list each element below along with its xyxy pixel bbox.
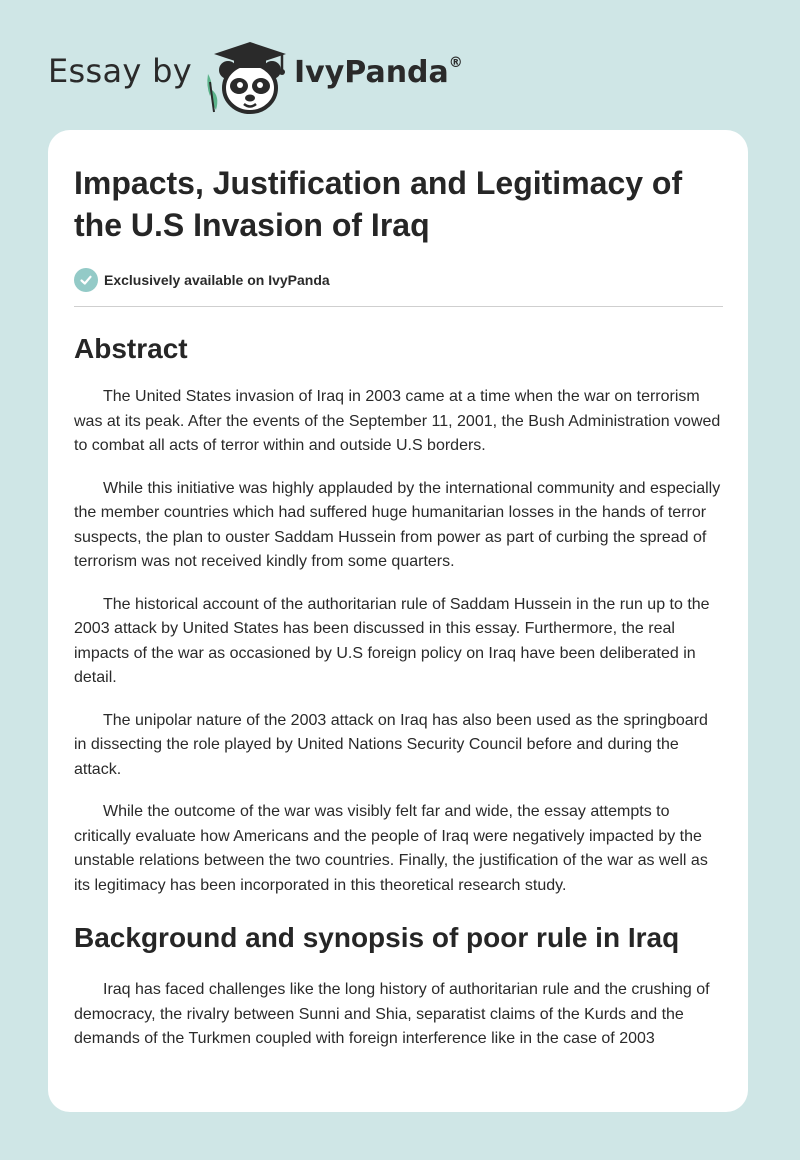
essay-card: [48, 130, 748, 1112]
exclusive-badge: [74, 266, 723, 294]
paragraph: The unipolar nature of the 2003 attack on Iraq has also been used as the springboard in dissecting the role played by United Nations Security Council before and during the attack.: [74, 711, 708, 778]
essay-content: [74, 162, 723, 1052]
essay-title: Impacts, Justification and Legitimacy of the U.S Invasion of Iraq: [74, 165, 683, 243]
check-icon: [74, 268, 98, 292]
registered-mark: ®: [448, 55, 463, 71]
panda-logo-icon[interactable]: [200, 32, 292, 118]
brand-name-text: IvyPanda: [294, 55, 449, 90]
section-heading: Background and synopsis of poor rule in Iraq: [74, 922, 680, 953]
paragraph: Iraq has faced challenges like the long history of authoritarian rule and the crushing of democracy, the rivalry between Sunni and Shia, separatist claims of the Kurds and the demands of the Turkmen coupled with foreign interference like in the case of 2003: [74, 981, 710, 1047]
paragraph: While the outcome of the war was visibly felt far and wide, the essay attempts to critically evaluate how Americans and the people of Iraq were negatively impacted by the unstable relations between the two countries. Finally, the justification of the war as well as its legitimacy has been incorporated in this theoretical research study.: [74, 803, 708, 894]
section-heading: Abstract: [74, 333, 188, 364]
essay-by-label: Essay by: [48, 52, 192, 90]
site-header: [48, 28, 748, 118]
paragraph: The United States invasion of Iraq in 2003 came at a time when the war on terrorism was at its peak. After the events of the September 11, 2001, the Bush Administration vowed to combat all acts of terror within and outside U.S borders.: [74, 388, 721, 454]
exclusive-label: Exclusively available on IvyPanda: [104, 272, 330, 288]
brand-name[interactable]: [294, 55, 463, 90]
paragraph: The historical account of the authoritarian rule of Saddam Hussein in the run up to the 2003 attack by United States has been discussed in this essay. Furthermore, the real impacts of the war as occasioned by U.S foreign policy on Iraq have been deliberated in detail.: [74, 595, 710, 686]
paragraph: While this initiative was highly applauded by the international community and especially the member countries which had suffered huge humanitarian losses in the hands of terror suspects, the plan to ouster Saddam Hussein from power as part of curbing the spread of terrorism was not received kindly from some quarters.: [74, 479, 721, 570]
divider: [74, 306, 723, 307]
